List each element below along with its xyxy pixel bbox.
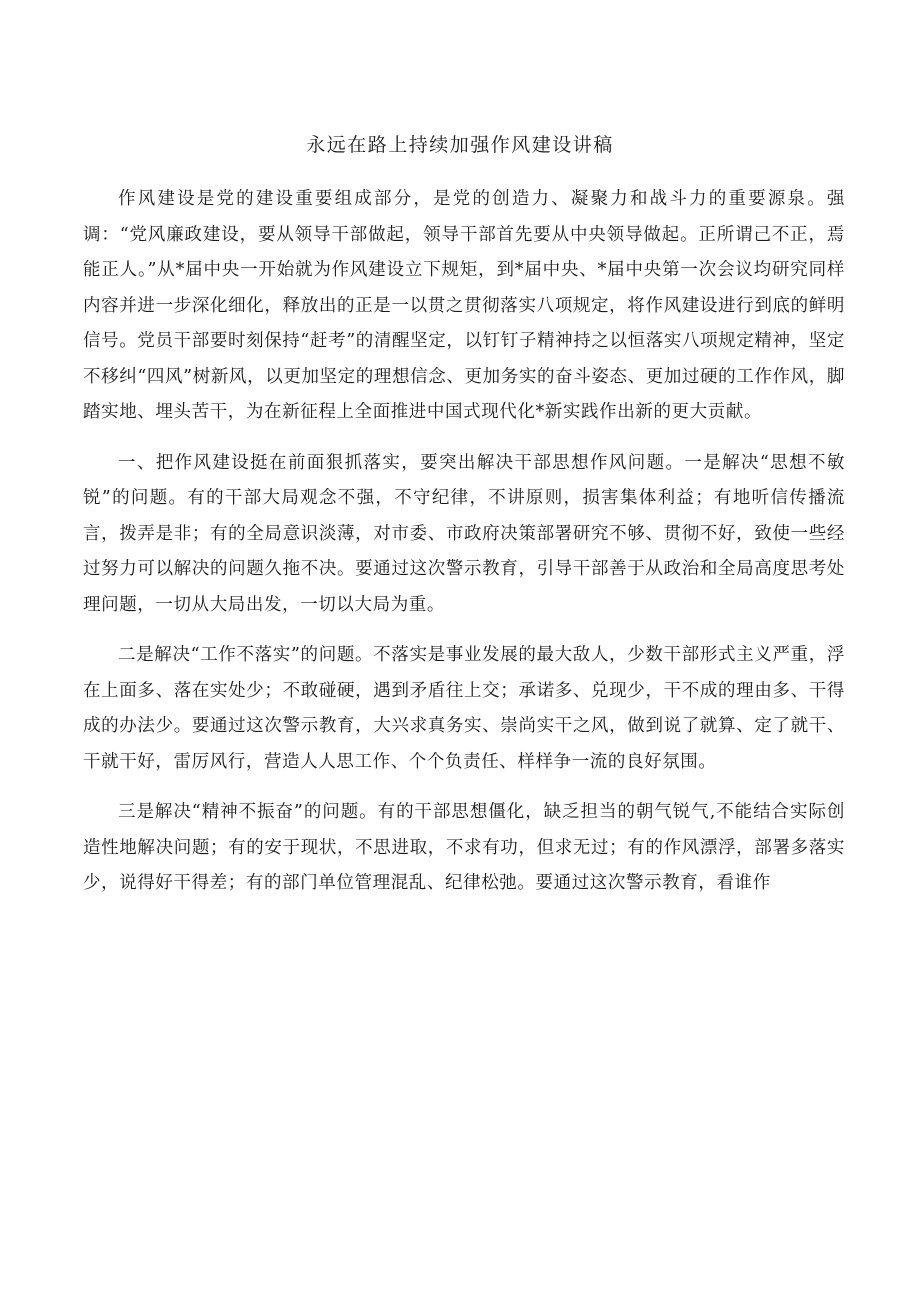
document-title: 永远在路上持续加强作风建设讲稿 — [306, 134, 614, 156]
paragraph-intro: 作风建设是党的建设重要组成部分，是党的创造力、凝聚力和战斗力的重要源泉。强调：“党风廉政建设，要从领导干部做起，领导干部首先要从中央领导做起。正所谓己不正，焉能正人。”从*届中央一开始就为作风建设立下规矩，到*届中央、*届中央第一次会议均研究同样内容并进一步深化细化，释放出的正是一以贯之贯彻落实八项规定，将作风建设进行到底的鲜明信号。党员干部要时刻保持“赶考”的清醒坚定，以钉钉子精神持之以恒落实八项规定精神，坚定不移纠“四风”树新风，以更加坚定的理想信念、更加务实的奋斗姿态、更加过硬的工作作风，脚踏实地、埋头苦干，为在新征程上全面推进中国式现代化*新实践作出新的更大贡献。 — [83, 189, 845, 422]
paragraph-point-two: 二是解决“工作不落实”的问题。不落实是事业发展的最大敌人，少数干部形式主义严重，浮在上面多、落在实处少；不敢碰硬，遇到矛盾往上交；承诺多、兑现少，干不成的理由多、干得成的办法少。要通过这次警示教育，大兴求真务实、崇尚实干之风，做到说了就算、定了就干、干就干好，雷厉风行，营造人人思工作、个个负责任、样样争一流的良好氛围。 — [83, 645, 845, 772]
document-body — [83, 182, 845, 902]
paragraph-section-one: 一、把作风建设挺在前面狠抓落实，要突出解决干部思想作风问题。一是解决“思想不敏锐”的问题。有的干部大局观念不强，不守纪律，不讲原则，损害集体利益；有地听信传播流言，拨弄是非；有的全局意识淡薄，对市委、市政府决策部署研究不够、贯彻不好，致使一些经过努力可以解决的问题久拖不决。要通过这次警示教育，引导干部善于从政治和全局高度思考处理问题，一切从大局出发，一切以大局为重。 — [83, 452, 845, 615]
paragraph-point-three: 三是解决“精神不振奋”的问题。有的干部思想僵化，缺乏担当的朝气锐气,不能结合实际创造性地解决问题；有的安于现状，不思进取，不求有功，但求无过；有的作风漂浮，部署多落实少，说得好干得差；有的部门单位管理混乱、纪律松弛。要通过这次警示教育，看谁作 — [83, 802, 845, 893]
